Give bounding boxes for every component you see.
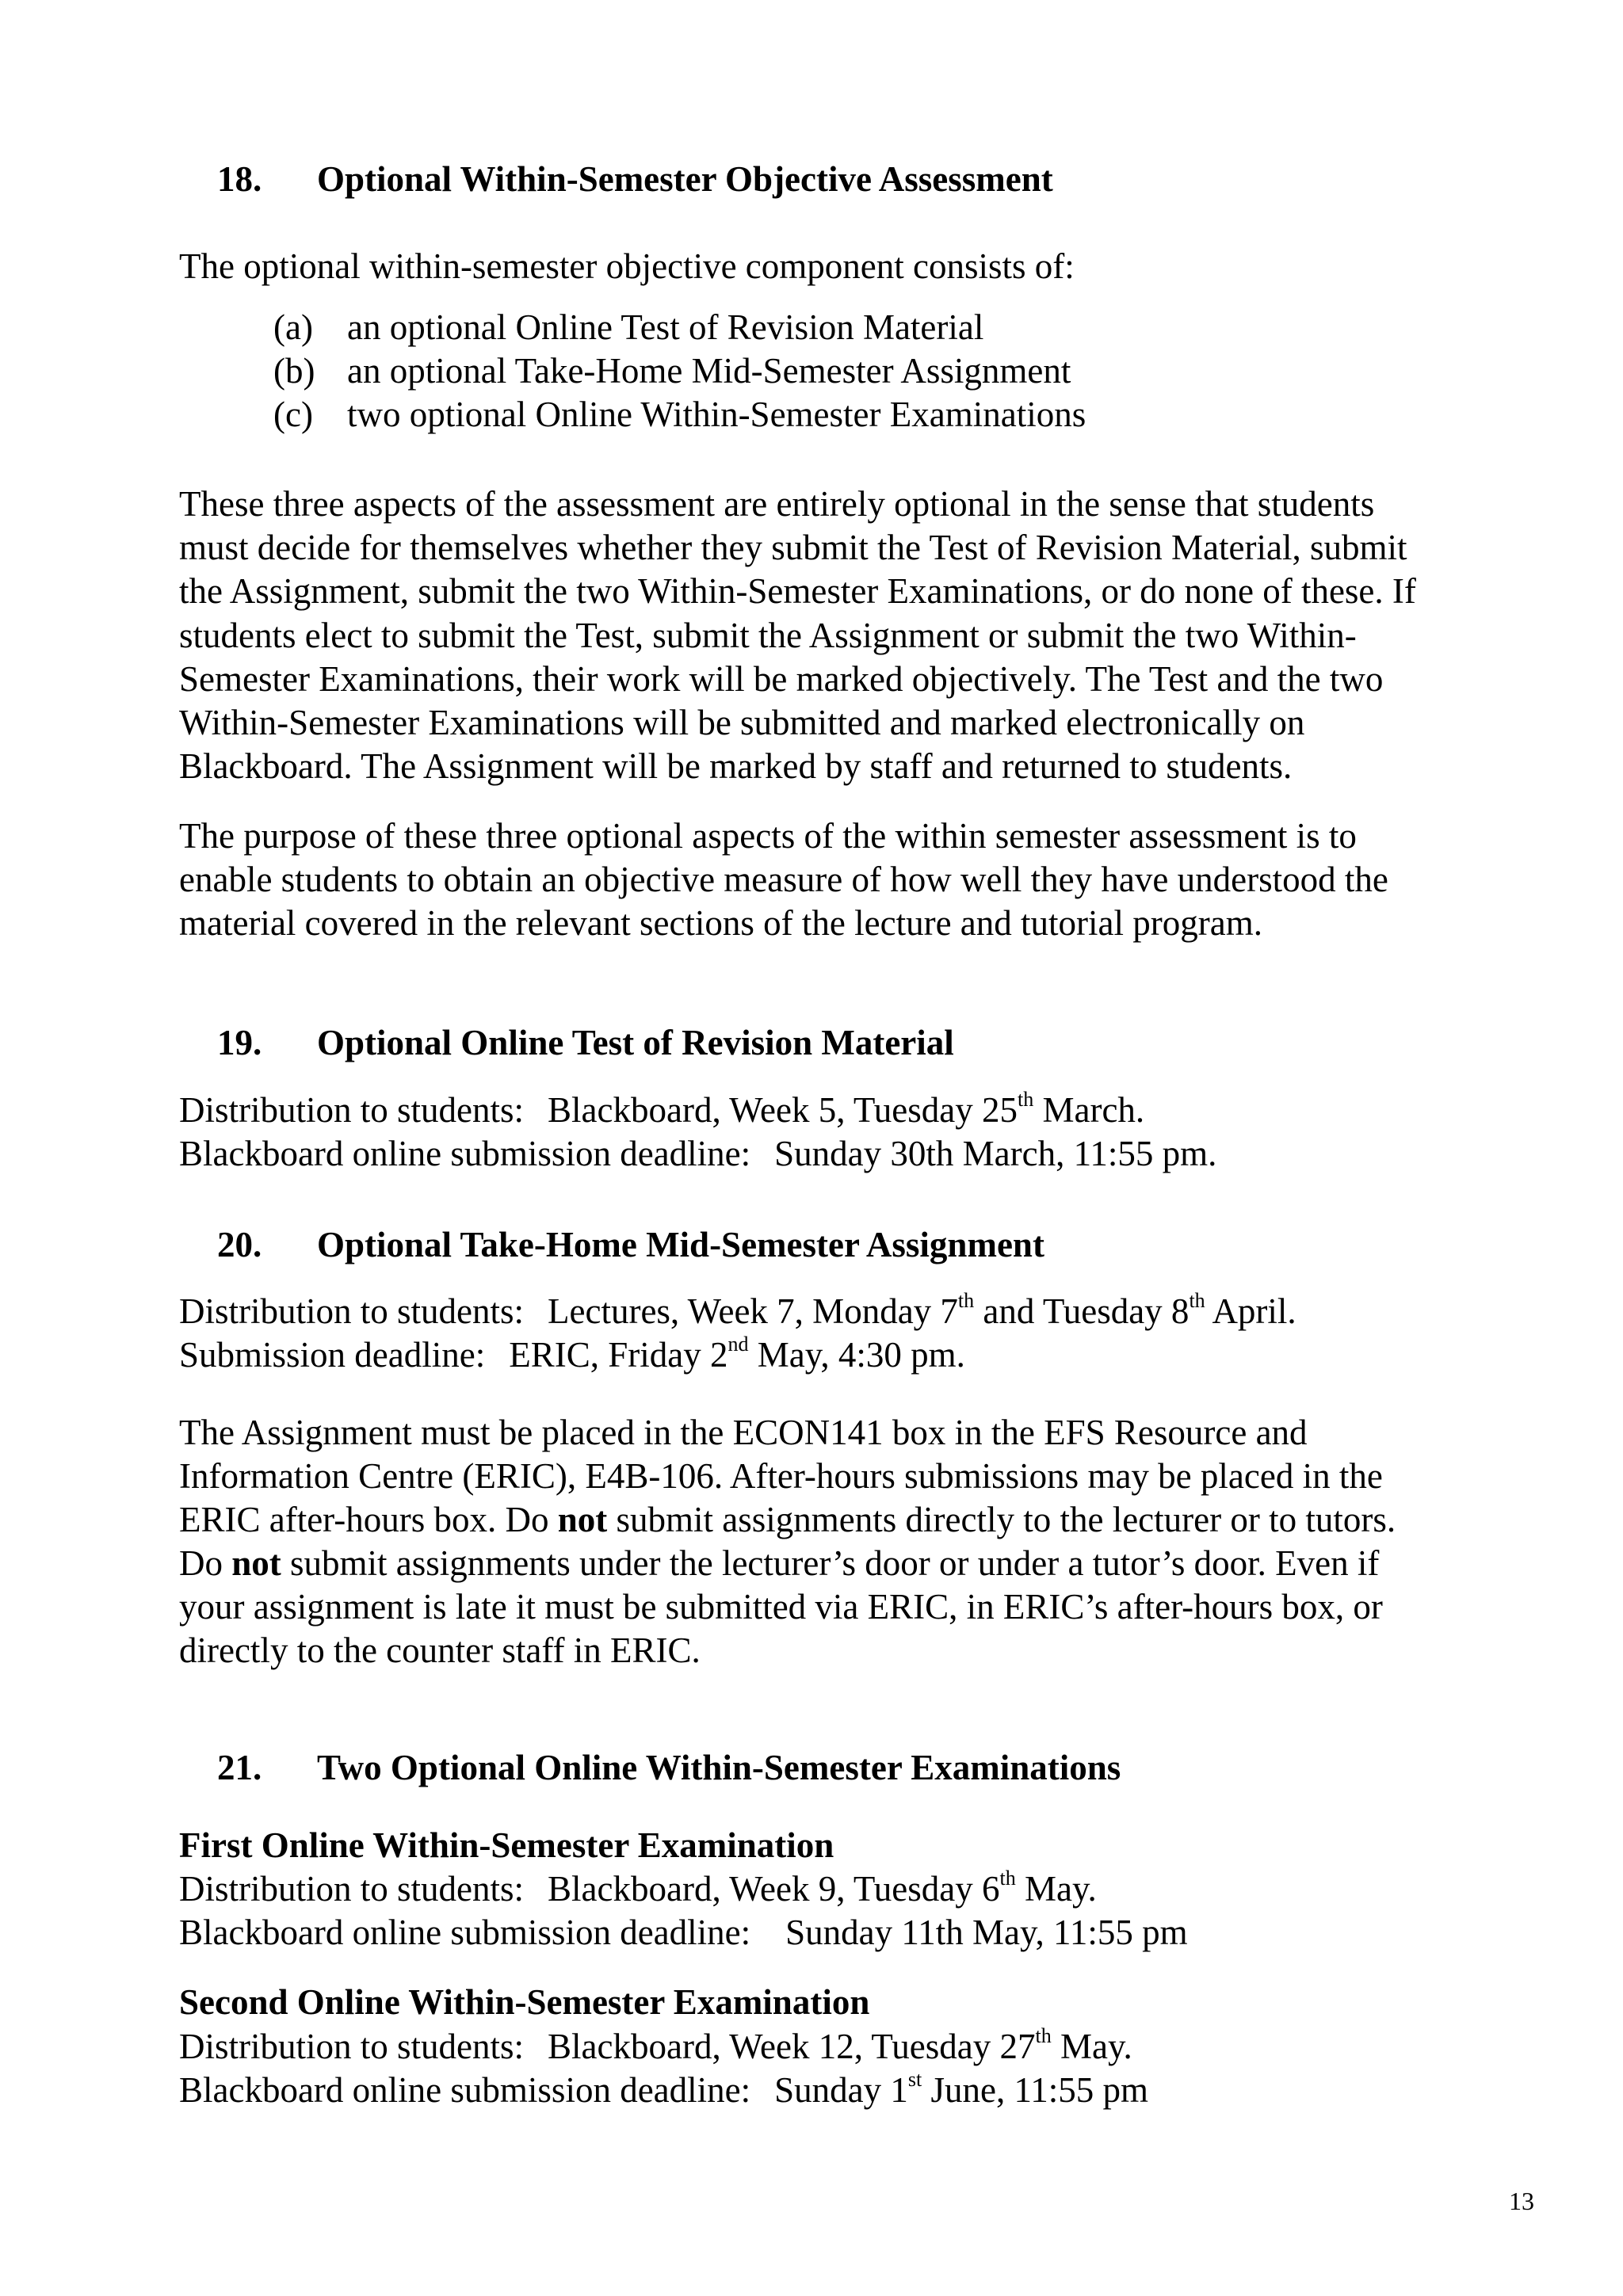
deadline-value: Sunday 30th March, 11:55 pm. [774,1134,1217,1173]
section-19-distribution [179,1088,1144,1132]
first-exam-heading: First Online Within-Semester Examination [179,1825,834,1865]
section-18-para1-line7: Blackboard. The Assignment will be marked by staff and returned to students. [179,746,1293,786]
section-20-para-line1: The Assignment must be placed in the ECON141 box in the EFS Resource and [179,1413,1308,1452]
first-exam-deadline [179,1910,1188,1955]
deadline-label: Blackboard online submission deadline: [179,2070,751,2110]
section-21-title: Two Optional Online Within-Semester Examinations [317,1748,1121,1787]
list-item-c-label: (c) [273,395,313,434]
section-20-para-line4 [179,1541,1379,1585]
list-item-b-text: an optional Take-Home Mid-Semester Assignment [347,351,1071,391]
list-item-a-text: an optional Online Test of Revision Material [347,307,984,347]
superscript: th [1189,1289,1205,1312]
para-text: ERIC after-hours box. Do [179,1500,558,1539]
distribution-value: Blackboard, Week 9, Tuesday 6 [548,1869,1000,1909]
distribution-value: Lectures, Week 7, Monday 7 [548,1291,958,1331]
superscript: nd [727,1333,749,1356]
deadline-label: Blackboard online submission deadline: [179,1134,751,1173]
section-18-para1-line2: must decide for themselves whether they submit the Test of Revision Material, submit [179,528,1407,567]
distribution-label: Distribution to students: [179,2027,525,2066]
section-18-intro: The optional within-semester objective component consists of: [179,246,1075,286]
second-exam-deadline [179,2068,1148,2112]
superscript: st [907,2068,922,2091]
section-20-title: Optional Take-Home Mid-Semester Assignment [317,1225,1044,1264]
section-20-para-line2: Information Centre (ERIC), E4B-106. After-hours submissions may be placed in the [179,1456,1383,1496]
distribution-value-end: April. [1205,1291,1296,1331]
deadline-value-end: June, 11:55 pm [922,2070,1149,2110]
deadline-value: Sunday 11th May, 11:55 pm [785,1913,1188,1952]
section-18-para2-line2: enable students to obtain an objective measure of how well they have understood the [179,860,1388,899]
distribution-label: Distribution to students: [179,1090,525,1130]
section-20-para-line5: your assignment is late it must be submitted via ERIC, in ERIC’s after-hours box, or [179,1587,1383,1627]
superscript: th [999,1867,1016,1890]
section-18-para1-line3: the Assignment, submit the two Within-Semester Examinations, or do none of these. If [179,571,1416,611]
superscript: th [1035,2024,1052,2047]
section-19-number: 19. [217,1023,262,1062]
distribution-value-end: March. [1033,1090,1145,1130]
section-20-para-line3 [179,1497,1396,1542]
list-item-a-label: (a) [273,307,313,347]
section-19-title: Optional Online Test of Revision Material [317,1023,954,1062]
deadline-value-end: May, 4:30 pm. [748,1335,965,1375]
distribution-value-end: May. [1015,1869,1097,1909]
distribution-label: Distribution to students: [179,1869,525,1909]
page-number: 13 [1509,2187,1534,2215]
second-exam-distribution [179,2024,1132,2069]
list-item-b-label: (b) [273,351,315,391]
superscript: th [1018,1088,1034,1111]
deadline-value: Sunday 1 [774,2070,908,2110]
section-21-number: 21. [217,1748,262,1787]
section-20-deadline [179,1333,965,1377]
deadline-label: Submission deadline: [179,1335,486,1375]
section-18-number: 18. [217,159,262,199]
para-text: Do [179,1543,232,1583]
first-exam-distribution [179,1867,1097,1911]
distribution-value-mid: and Tuesday 8 [974,1291,1190,1331]
section-20-number: 20. [217,1225,262,1264]
section-20-distribution [179,1289,1296,1333]
distribution-value: Blackboard, Week 5, Tuesday 25 [548,1090,1018,1130]
second-exam-heading: Second Online Within-Semester Examination [179,1982,870,2022]
deadline-value: ERIC, Friday 2 [509,1335,728,1375]
emphasis-not: not [231,1543,281,1583]
deadline-label: Blackboard online submission deadline: [179,1913,751,1952]
section-18-title: Optional Within-Semester Objective Assessment [317,159,1053,199]
section-18-para2-line1: The purpose of these three optional aspects of the within semester assessment is to [179,816,1357,856]
para-text: submit assignments under the lecturer’s door or under a tutor’s door. Even if [281,1543,1380,1583]
superscript: th [957,1289,975,1312]
section-18-para1-line5: Semester Examinations, their work will be marked objectively. The Test and the two [179,659,1384,699]
section-18-para1-line6: Within-Semester Examinations will be submitted and marked electronically on [179,703,1305,742]
list-item-c-text: two optional Online Within-Semester Examinations [347,395,1086,434]
para-text: submit assignments directly to the lecturer or to tutors. [607,1500,1396,1539]
section-18-para1-line4: students elect to submit the Test, submit the Assignment or submit the two Within- [179,616,1357,655]
section-18-para1-line1: These three aspects of the assessment are entirely optional in the sense that students [179,484,1375,524]
section-18-para2-line3: material covered in the relevant sections of the lecture and tutorial program. [179,903,1262,943]
distribution-value: Blackboard, Week 12, Tuesday 27 [548,2027,1036,2066]
emphasis-not: not [557,1500,608,1539]
section-20-para-line6: directly to the counter staff in ERIC. [179,1630,701,1670]
distribution-label: Distribution to students: [179,1291,525,1331]
distribution-value-end: May. [1051,2027,1132,2066]
section-19-deadline [179,1131,1216,1176]
